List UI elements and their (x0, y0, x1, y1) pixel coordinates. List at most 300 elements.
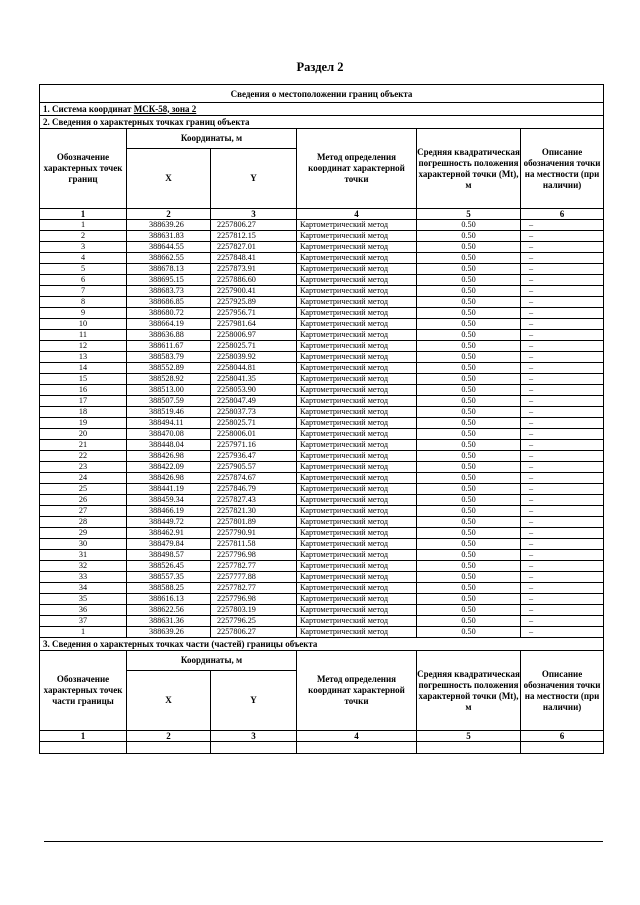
coord-x: 388631.83 (127, 231, 211, 242)
coord-x: 388441.19 (127, 484, 211, 495)
description: – (521, 253, 604, 264)
method: Картометрический метод (297, 473, 417, 484)
method: Картометрический метод (297, 517, 417, 528)
mean-error: 0.50 (417, 385, 521, 396)
mean-error: 0.50 (417, 418, 521, 429)
description: – (521, 264, 604, 275)
table-row (40, 451, 604, 462)
coord-y: 2257846.79 (211, 484, 297, 495)
point-number: 4 (40, 253, 127, 264)
description: – (521, 517, 604, 528)
table-row (40, 242, 604, 253)
table-row (40, 297, 604, 308)
empty-cell (127, 742, 211, 754)
coord-x: 388449.72 (127, 517, 211, 528)
table-row (40, 264, 604, 275)
coord-x: 388526.45 (127, 561, 211, 572)
method: Картометрический метод (297, 418, 417, 429)
description: – (521, 275, 604, 286)
method: Картометрический метод (297, 528, 417, 539)
method: Картометрический метод (297, 220, 417, 231)
part2-col-coords: Координаты, м (127, 129, 297, 149)
coord-y: 2257812.15 (211, 231, 297, 242)
point-number: 28 (40, 517, 127, 528)
coord-x: 388557.35 (127, 572, 211, 583)
point-number: 11 (40, 330, 127, 341)
point-number: 8 (40, 297, 127, 308)
method: Картометрический метод (297, 627, 417, 638)
coord-x: 388470.08 (127, 429, 211, 440)
coord-y: 2257806.27 (211, 220, 297, 231)
mean-error: 0.50 (417, 363, 521, 374)
point-number: 7 (40, 286, 127, 297)
method: Картометрический метод (297, 319, 417, 330)
point-number: 13 (40, 352, 127, 363)
coord-x: 388611.67 (127, 341, 211, 352)
coord-x: 388528.92 (127, 374, 211, 385)
description: – (521, 286, 604, 297)
table-row (40, 473, 604, 484)
point-number: 35 (40, 594, 127, 605)
coord-y: 2257827.01 (211, 242, 297, 253)
coord-x: 388631.36 (127, 616, 211, 627)
coord-x: 388616.13 (127, 594, 211, 605)
description: – (521, 363, 604, 374)
method: Картометрический метод (297, 495, 417, 506)
point-number: 14 (40, 363, 127, 374)
coord-system-label: 1. Система координат (43, 103, 134, 114)
point-number: 36 (40, 605, 127, 616)
table-row (40, 407, 604, 418)
col-number: 3 (211, 731, 297, 742)
point-number: 17 (40, 396, 127, 407)
method: Картометрический метод (297, 539, 417, 550)
table-row (40, 275, 604, 286)
mean-error: 0.50 (417, 286, 521, 297)
table-row (40, 539, 604, 550)
mean-error: 0.50 (417, 550, 521, 561)
coord-system-row (40, 103, 604, 116)
coord-y: 2257782.77 (211, 583, 297, 594)
part2-heading: 2. Сведения о характерных точках границ объекта (40, 116, 604, 129)
description: – (521, 396, 604, 407)
bottom-rule (44, 841, 603, 842)
table-row (40, 517, 604, 528)
empty-cell (211, 742, 297, 754)
point-number: 22 (40, 451, 127, 462)
method: Картометрический метод (297, 583, 417, 594)
table-title: Сведения о местоположении границ объекта (40, 85, 604, 103)
method: Картометрический метод (297, 594, 417, 605)
mean-error: 0.50 (417, 462, 521, 473)
method: Картометрический метод (297, 429, 417, 440)
description: – (521, 451, 604, 462)
coord-y: 2258025.71 (211, 418, 297, 429)
description: – (521, 539, 604, 550)
part2-col-point: Обозначение характерных точек границ (40, 129, 127, 209)
method: Картометрический метод (297, 297, 417, 308)
description: – (521, 561, 604, 572)
table-row (40, 396, 604, 407)
coord-x: 388479.84 (127, 539, 211, 550)
method: Картометрический метод (297, 451, 417, 462)
col-number: 4 (297, 209, 417, 220)
table-row (40, 616, 604, 627)
method: Картометрический метод (297, 341, 417, 352)
description: – (521, 572, 604, 583)
description: – (521, 594, 604, 605)
description: – (521, 418, 604, 429)
mean-error: 0.50 (417, 594, 521, 605)
method: Картометрический метод (297, 605, 417, 616)
method: Картометрический метод (297, 407, 417, 418)
col-number: 5 (417, 209, 521, 220)
description: – (521, 583, 604, 594)
description: – (521, 506, 604, 517)
table-row (40, 572, 604, 583)
point-number: 37 (40, 616, 127, 627)
coord-x: 388448.04 (127, 440, 211, 451)
point-number: 5 (40, 264, 127, 275)
description: – (521, 528, 604, 539)
col-number: 3 (211, 209, 297, 220)
coord-x: 388644.55 (127, 242, 211, 253)
method: Картометрический метод (297, 396, 417, 407)
coord-y: 2257811.58 (211, 539, 297, 550)
coord-x: 388664.19 (127, 319, 211, 330)
method: Картометрический метод (297, 572, 417, 583)
mean-error: 0.50 (417, 451, 521, 462)
mean-error: 0.50 (417, 473, 521, 484)
coord-y: 2257806.27 (211, 627, 297, 638)
part3-column-numbers (40, 731, 604, 742)
point-number: 6 (40, 275, 127, 286)
point-number: 31 (40, 550, 127, 561)
mean-error: 0.50 (417, 330, 521, 341)
coord-x: 388622.56 (127, 605, 211, 616)
method: Картометрический метод (297, 616, 417, 627)
coord-y: 2257905.57 (211, 462, 297, 473)
part3-col-x: X (127, 671, 211, 731)
description: – (521, 242, 604, 253)
description: – (521, 605, 604, 616)
point-number: 12 (40, 341, 127, 352)
coord-x: 388462.91 (127, 528, 211, 539)
description: – (521, 220, 604, 231)
coord-y: 2257821.30 (211, 506, 297, 517)
description: – (521, 495, 604, 506)
mean-error: 0.50 (417, 561, 521, 572)
description: – (521, 484, 604, 495)
table-row (40, 605, 604, 616)
part2-column-numbers (40, 209, 604, 220)
point-number: 10 (40, 319, 127, 330)
table-row (40, 286, 604, 297)
method: Картометрический метод (297, 484, 417, 495)
description: – (521, 352, 604, 363)
method: Картометрический метод (297, 264, 417, 275)
col-number: 4 (297, 731, 417, 742)
coord-system-value: МСК-58, зона 2 (133, 103, 197, 114)
coord-y: 2257874.67 (211, 473, 297, 484)
method: Картометрический метод (297, 330, 417, 341)
method: Картометрический метод (297, 352, 417, 363)
coord-y: 2257981.64 (211, 319, 297, 330)
coord-x: 388583.79 (127, 352, 211, 363)
method: Картометрический метод (297, 506, 417, 517)
point-number: 19 (40, 418, 127, 429)
coord-y: 2258047.49 (211, 396, 297, 407)
coord-y: 2257782.77 (211, 561, 297, 572)
description: – (521, 473, 604, 484)
col-number: 2 (127, 731, 211, 742)
col-number: 5 (417, 731, 521, 742)
table-row (40, 385, 604, 396)
coord-x: 388459.34 (127, 495, 211, 506)
coord-y: 2258006.97 (211, 330, 297, 341)
mean-error: 0.50 (417, 374, 521, 385)
point-number: 34 (40, 583, 127, 594)
description: – (521, 440, 604, 451)
coord-y: 2257827.43 (211, 495, 297, 506)
method: Картометрический метод (297, 462, 417, 473)
point-number: 1 (40, 220, 127, 231)
coord-y: 2257796.25 (211, 616, 297, 627)
coord-x: 388426.98 (127, 473, 211, 484)
coord-y: 2258041.35 (211, 374, 297, 385)
mean-error: 0.50 (417, 352, 521, 363)
method: Картометрический метод (297, 242, 417, 253)
coord-y: 2258025.71 (211, 341, 297, 352)
coord-y: 2258053.90 (211, 385, 297, 396)
point-number: 25 (40, 484, 127, 495)
method: Картометрический метод (297, 550, 417, 561)
table-row (40, 627, 604, 638)
coord-y: 2257873.91 (211, 264, 297, 275)
point-number: 9 (40, 308, 127, 319)
point-number: 21 (40, 440, 127, 451)
coord-x: 388552.89 (127, 363, 211, 374)
table-row (40, 462, 604, 473)
coord-x: 388588.25 (127, 583, 211, 594)
description: – (521, 319, 604, 330)
coord-y: 2257848.41 (211, 253, 297, 264)
table-row (40, 484, 604, 495)
table-row (40, 440, 604, 451)
method: Картометрический метод (297, 363, 417, 374)
coord-x: 388686.85 (127, 297, 211, 308)
coord-y: 2257801.89 (211, 517, 297, 528)
coord-y: 2257956.71 (211, 308, 297, 319)
table-row (40, 561, 604, 572)
point-number: 1 (40, 627, 127, 638)
table-row (40, 363, 604, 374)
empty-cell (417, 742, 521, 754)
table-row (40, 231, 604, 242)
table-row (40, 528, 604, 539)
coord-x: 388426.98 (127, 451, 211, 462)
mean-error: 0.50 (417, 308, 521, 319)
col-number: 6 (521, 731, 604, 742)
description: – (521, 550, 604, 561)
table-row (40, 550, 604, 561)
mean-error: 0.50 (417, 484, 521, 495)
coord-y: 2258039.92 (211, 352, 297, 363)
mean-error: 0.50 (417, 264, 521, 275)
boundary-table (39, 84, 604, 754)
table-row (40, 583, 604, 594)
table-row (40, 374, 604, 385)
coord-y: 2257971.16 (211, 440, 297, 451)
table-row (40, 418, 604, 429)
coord-y: 2257777.88 (211, 572, 297, 583)
coord-y: 2258037.73 (211, 407, 297, 418)
table-row (40, 220, 604, 231)
coord-x: 388680.72 (127, 308, 211, 319)
description: – (521, 462, 604, 473)
mean-error: 0.50 (417, 275, 521, 286)
method: Картометрический метод (297, 561, 417, 572)
coord-y: 2257886.60 (211, 275, 297, 286)
description: – (521, 330, 604, 341)
point-number: 32 (40, 561, 127, 572)
point-number: 16 (40, 385, 127, 396)
mean-error: 0.50 (417, 539, 521, 550)
mean-error: 0.50 (417, 616, 521, 627)
method: Картометрический метод (297, 374, 417, 385)
mean-error: 0.50 (417, 583, 521, 594)
point-number: 20 (40, 429, 127, 440)
coord-y: 2257803.19 (211, 605, 297, 616)
description: – (521, 341, 604, 352)
point-number: 30 (40, 539, 127, 550)
coord-y: 2257900.41 (211, 286, 297, 297)
description: – (521, 627, 604, 638)
coord-y: 2257796.98 (211, 550, 297, 561)
description: – (521, 231, 604, 242)
point-number: 24 (40, 473, 127, 484)
table-row (40, 429, 604, 440)
part3-col-point: Обозначение характерных точек части границы (40, 651, 127, 731)
mean-error: 0.50 (417, 341, 521, 352)
mean-error: 0.50 (417, 528, 521, 539)
method: Картометрический метод (297, 253, 417, 264)
empty-cell (297, 742, 417, 754)
description: – (521, 385, 604, 396)
description: – (521, 407, 604, 418)
mean-error: 0.50 (417, 572, 521, 583)
table-row (40, 330, 604, 341)
coord-x: 388662.55 (127, 253, 211, 264)
section-title: Раздел 2 (296, 60, 344, 74)
coord-x: 388513.00 (127, 385, 211, 396)
part3-empty-row (40, 742, 604, 754)
col-number: 2 (127, 209, 211, 220)
description: – (521, 308, 604, 319)
mean-error: 0.50 (417, 517, 521, 528)
col-number: 1 (40, 209, 127, 220)
part3-heading: 3. Сведения о характерных точках части (частей) границы объекта (40, 638, 604, 651)
method: Картометрический метод (297, 275, 417, 286)
table-row (40, 341, 604, 352)
part3-col-method: Метод определения координат характерной точки (297, 651, 417, 731)
point-number: 3 (40, 242, 127, 253)
table-row (40, 319, 604, 330)
method: Картометрический метод (297, 231, 417, 242)
mean-error: 0.50 (417, 627, 521, 638)
part2-col-y: Y (211, 149, 297, 209)
mean-error: 0.50 (417, 605, 521, 616)
mean-error: 0.50 (417, 429, 521, 440)
point-number: 15 (40, 374, 127, 385)
coord-y: 2258044.81 (211, 363, 297, 374)
point-number: 23 (40, 462, 127, 473)
coord-y: 2257790.91 (211, 528, 297, 539)
mean-error: 0.50 (417, 407, 521, 418)
coord-y: 2257925.89 (211, 297, 297, 308)
point-number: 2 (40, 231, 127, 242)
mean-error: 0.50 (417, 231, 521, 242)
table-row (40, 352, 604, 363)
description: – (521, 429, 604, 440)
mean-error: 0.50 (417, 396, 521, 407)
col-number: 1 (40, 731, 127, 742)
coord-x: 388683.73 (127, 286, 211, 297)
description: – (521, 297, 604, 308)
mean-error: 0.50 (417, 253, 521, 264)
coord-x: 388519.46 (127, 407, 211, 418)
point-number: 29 (40, 528, 127, 539)
table-row (40, 594, 604, 605)
coord-x: 388507.59 (127, 396, 211, 407)
table-row (40, 253, 604, 264)
table-row (40, 506, 604, 517)
part3-col-coords: Координаты, м (127, 651, 297, 671)
description: – (521, 374, 604, 385)
coord-x: 388639.26 (127, 220, 211, 231)
coord-x: 388494.11 (127, 418, 211, 429)
coord-x: 388639.26 (127, 627, 211, 638)
coord-x: 388422.09 (127, 462, 211, 473)
mean-error: 0.50 (417, 440, 521, 451)
point-number: 27 (40, 506, 127, 517)
coord-x: 388498.57 (127, 550, 211, 561)
part3-col-desc: Описание обозначения точки на местности (при наличии) (521, 651, 604, 731)
coord-x: 388636.88 (127, 330, 211, 341)
point-number: 26 (40, 495, 127, 506)
point-number: 18 (40, 407, 127, 418)
description: – (521, 616, 604, 627)
table-row (40, 495, 604, 506)
part2-col-desc: Описание обозначения точки на местности (при наличии) (521, 129, 604, 209)
coord-y: 2257796.98 (211, 594, 297, 605)
method: Картометрический метод (297, 286, 417, 297)
mean-error: 0.50 (417, 495, 521, 506)
method: Картометрический метод (297, 440, 417, 451)
coord-x: 388678.13 (127, 264, 211, 275)
col-number: 6 (521, 209, 604, 220)
table-row (40, 308, 604, 319)
method: Картометрический метод (297, 308, 417, 319)
method: Картометрический метод (297, 385, 417, 396)
mean-error: 0.50 (417, 506, 521, 517)
part2-col-method: Метод определения координат характерной точки (297, 129, 417, 209)
coord-x: 388466.19 (127, 506, 211, 517)
empty-cell (40, 742, 127, 754)
empty-cell (521, 742, 604, 754)
coord-y: 2257936.47 (211, 451, 297, 462)
mean-error: 0.50 (417, 242, 521, 253)
